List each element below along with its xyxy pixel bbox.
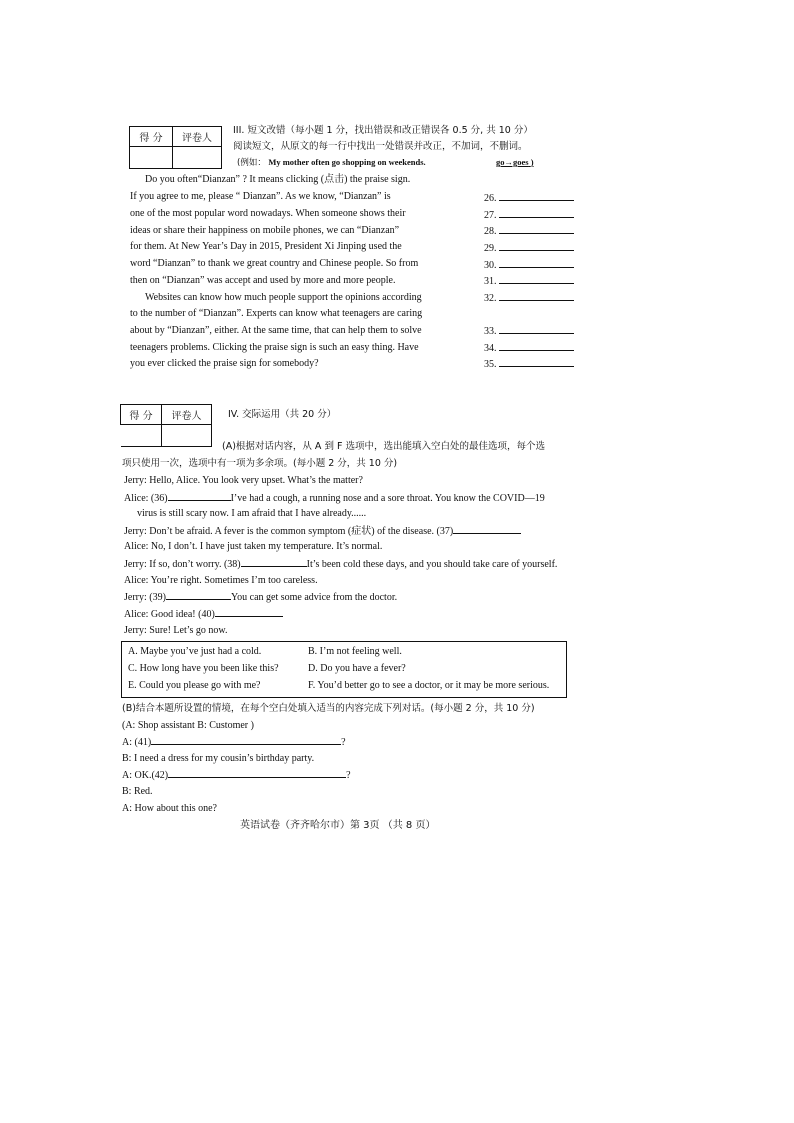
option-d: D. Do you have a fever? xyxy=(308,663,406,674)
dialogue-line: Alice: You’re right. Sometimes I’m too careless. xyxy=(124,575,318,586)
grader-label: 评卷人 xyxy=(173,127,222,147)
passage-line: you ever clicked the praise sign for somebody? xyxy=(130,358,319,369)
dialogue-line xyxy=(124,491,545,505)
score-table-section3 xyxy=(129,126,222,169)
dialogue-line: Alice: No, I don’t. I have just taken my temperature. It’s normal. xyxy=(124,541,383,552)
dialogue-line xyxy=(124,524,521,538)
option-b: B. I’m not feeling well. xyxy=(308,646,402,657)
grader-cell xyxy=(173,147,222,169)
passage-line: for them. At New Year’s Day in 2015, President Xi Jinping used the xyxy=(130,241,402,252)
answer-number: 31. xyxy=(484,276,497,287)
dialogue-line: Jerry: Sure! Let’s go now. xyxy=(124,625,228,636)
passage-line: Websites can know how much people support the opinions according xyxy=(145,292,422,303)
dialogue-speaker: Alice: (36) xyxy=(124,493,168,504)
answer-blank-29[interactable] xyxy=(484,241,574,255)
dialogue-text: It’s been cold these days, and you should take care of yourself. xyxy=(306,559,558,570)
section3-example xyxy=(237,156,426,170)
section3-heading: III. 短文改错（每小题 1 分，找出错误和改正错误各 0.5 分, 共 10 分） xyxy=(233,125,533,136)
answer-blank-35[interactable] xyxy=(484,357,574,371)
dialogue-line: virus is still scary now. I am afraid that I have already...... xyxy=(137,508,367,519)
score-table-section4 xyxy=(120,404,212,447)
answer-number: 33. xyxy=(484,326,497,337)
grader-cell xyxy=(162,425,212,447)
answer-blank-32[interactable] xyxy=(484,291,574,305)
option-e: E. Could you please go with me? xyxy=(128,680,261,691)
passage-line: word “Dianzan” to thank we great country and Chinese people. So from xyxy=(130,258,419,269)
dialogue-line xyxy=(122,768,351,782)
answer-blank-42[interactable] xyxy=(168,768,346,778)
page-footer: 英语试卷（齐齐哈尔市）第 3页 （共 8 页） xyxy=(240,820,436,831)
partB-instructions: (B)结合本题所设置的情境，在每个空白处填入适当的内容完成下列对话。(每小题 2 分，共 10 分) xyxy=(122,703,535,714)
dialogue-line xyxy=(124,557,557,571)
answer-blank-38[interactable] xyxy=(241,557,307,567)
dialogue-text: You can get some advice from the doctor. xyxy=(230,592,398,603)
passage-line: then on “Dianzan” was accept and used by more and more people. xyxy=(130,275,396,286)
dialogue-speaker: Jerry: (39) xyxy=(124,592,166,603)
passage-line: one of the most popular word nowadays. When someone shows their xyxy=(130,208,406,219)
dialogue-speaker: A: OK.(42) xyxy=(122,770,169,781)
score-label: 得 分 xyxy=(121,405,162,425)
passage-line: teenagers problems. Clicking the praise sign is such an easy thing. Have xyxy=(130,342,419,353)
dialogue-line: B: I need a dress for my cousin’s birthday party. xyxy=(122,753,315,764)
passage-line-text: Do you often“Dianzan” ? It means clicking (点击) the praise sign. xyxy=(145,174,411,185)
question-mark: ? xyxy=(346,770,351,781)
passage-line: If you agree to me, please “ Dianzan”. As we know, “Dianzan” is xyxy=(130,191,391,202)
section4-heading: IV. 交际运用（共 20 分） xyxy=(228,409,337,420)
dialogue-text: Jerry: Don’t be afraid. A fever is the common symptom (症状) of the disease. (37) xyxy=(124,526,454,537)
option-c: C. How long have you been like this? xyxy=(128,663,279,674)
dialogue-speaker: A: (41) xyxy=(122,737,152,748)
score-cell xyxy=(121,425,162,447)
answer-blank-31[interactable] xyxy=(484,274,574,288)
passage-line: about by “Dianzan”, either. At the same time, that can help them to solve xyxy=(130,325,422,336)
example-correction-text: go→goes xyxy=(496,157,529,167)
answer-blank-36[interactable] xyxy=(168,491,231,501)
answer-number: 30. xyxy=(484,260,497,271)
passage-line: ideas or share their happiness on mobile phones, we can “Dianzan” xyxy=(130,225,400,236)
option-a: A. Maybe you’ve just had a cold. xyxy=(128,646,262,657)
answer-blank-34[interactable] xyxy=(484,341,574,355)
partA-instructions-1: (A)根据对话内容，从 A 到 F 选项中，选出能填入空白处的最佳选项，每个选 xyxy=(222,441,545,452)
dialogue-speaker: Alice: Good idea! (40) xyxy=(124,609,215,620)
answer-blank-27[interactable] xyxy=(484,208,574,222)
passage-line xyxy=(145,173,410,186)
answer-blank-33[interactable] xyxy=(484,324,574,338)
dialogue-line xyxy=(124,607,283,621)
example-correction xyxy=(496,156,534,169)
answer-blank-30[interactable] xyxy=(484,258,574,272)
score-label: 得 分 xyxy=(130,127,173,147)
dialogue-line xyxy=(124,590,397,604)
question-mark: ? xyxy=(341,737,346,748)
roles-line: (A: Shop assistant B: Customer ) xyxy=(122,720,254,731)
partA-instructions-2: 项只使用一次，选项中有一项为多余项。(每小题 2 分，共 10 分) xyxy=(122,458,398,469)
answer-blank-39[interactable] xyxy=(166,590,231,600)
dialogue-line: B: Red. xyxy=(122,786,153,797)
answer-blank-26[interactable] xyxy=(484,191,574,205)
answer-number: 32. xyxy=(484,293,497,304)
passage-line: to the number of “Dianzan”. Experts can know what teenagers are caring xyxy=(130,308,423,319)
answer-number: 34. xyxy=(484,343,497,354)
dialogue-line: A: How about this one? xyxy=(122,803,217,814)
answer-blank-37[interactable] xyxy=(453,524,521,534)
dialogue-text: I’ve had a cough, a running nose and a sore throat. You know the COVID—19 xyxy=(230,493,545,504)
example-sentence: My mother often go shopping on weekends. xyxy=(268,157,426,167)
answer-number: 35. xyxy=(484,359,497,370)
answer-blank-41[interactable] xyxy=(151,735,341,745)
answer-number: 28. xyxy=(484,226,497,237)
grader-label: 评卷人 xyxy=(162,405,212,425)
answer-blank-28[interactable] xyxy=(484,224,574,238)
example-prefix: (例如： xyxy=(237,158,266,168)
section3-instructions: 阅读短文，从原文的每一行中找出一处错误并改正，不加词，不删词。 xyxy=(233,141,528,152)
options-box xyxy=(121,641,567,698)
answer-number: 29. xyxy=(484,243,497,254)
option-f: F. You’d better go to see a doctor, or it may be more serious. xyxy=(308,680,550,691)
dialogue-line: Jerry: Hello, Alice. You look very upset. What’s the matter? xyxy=(124,475,363,486)
dialogue-speaker: Jerry: If so, don’t worry. (38) xyxy=(124,559,241,570)
example-suffix: ) xyxy=(530,157,534,167)
answer-number: 27. xyxy=(484,210,497,221)
answer-blank-40[interactable] xyxy=(215,607,283,617)
score-cell xyxy=(130,147,173,169)
dialogue-line xyxy=(122,735,346,749)
answer-number: 26. xyxy=(484,193,497,204)
